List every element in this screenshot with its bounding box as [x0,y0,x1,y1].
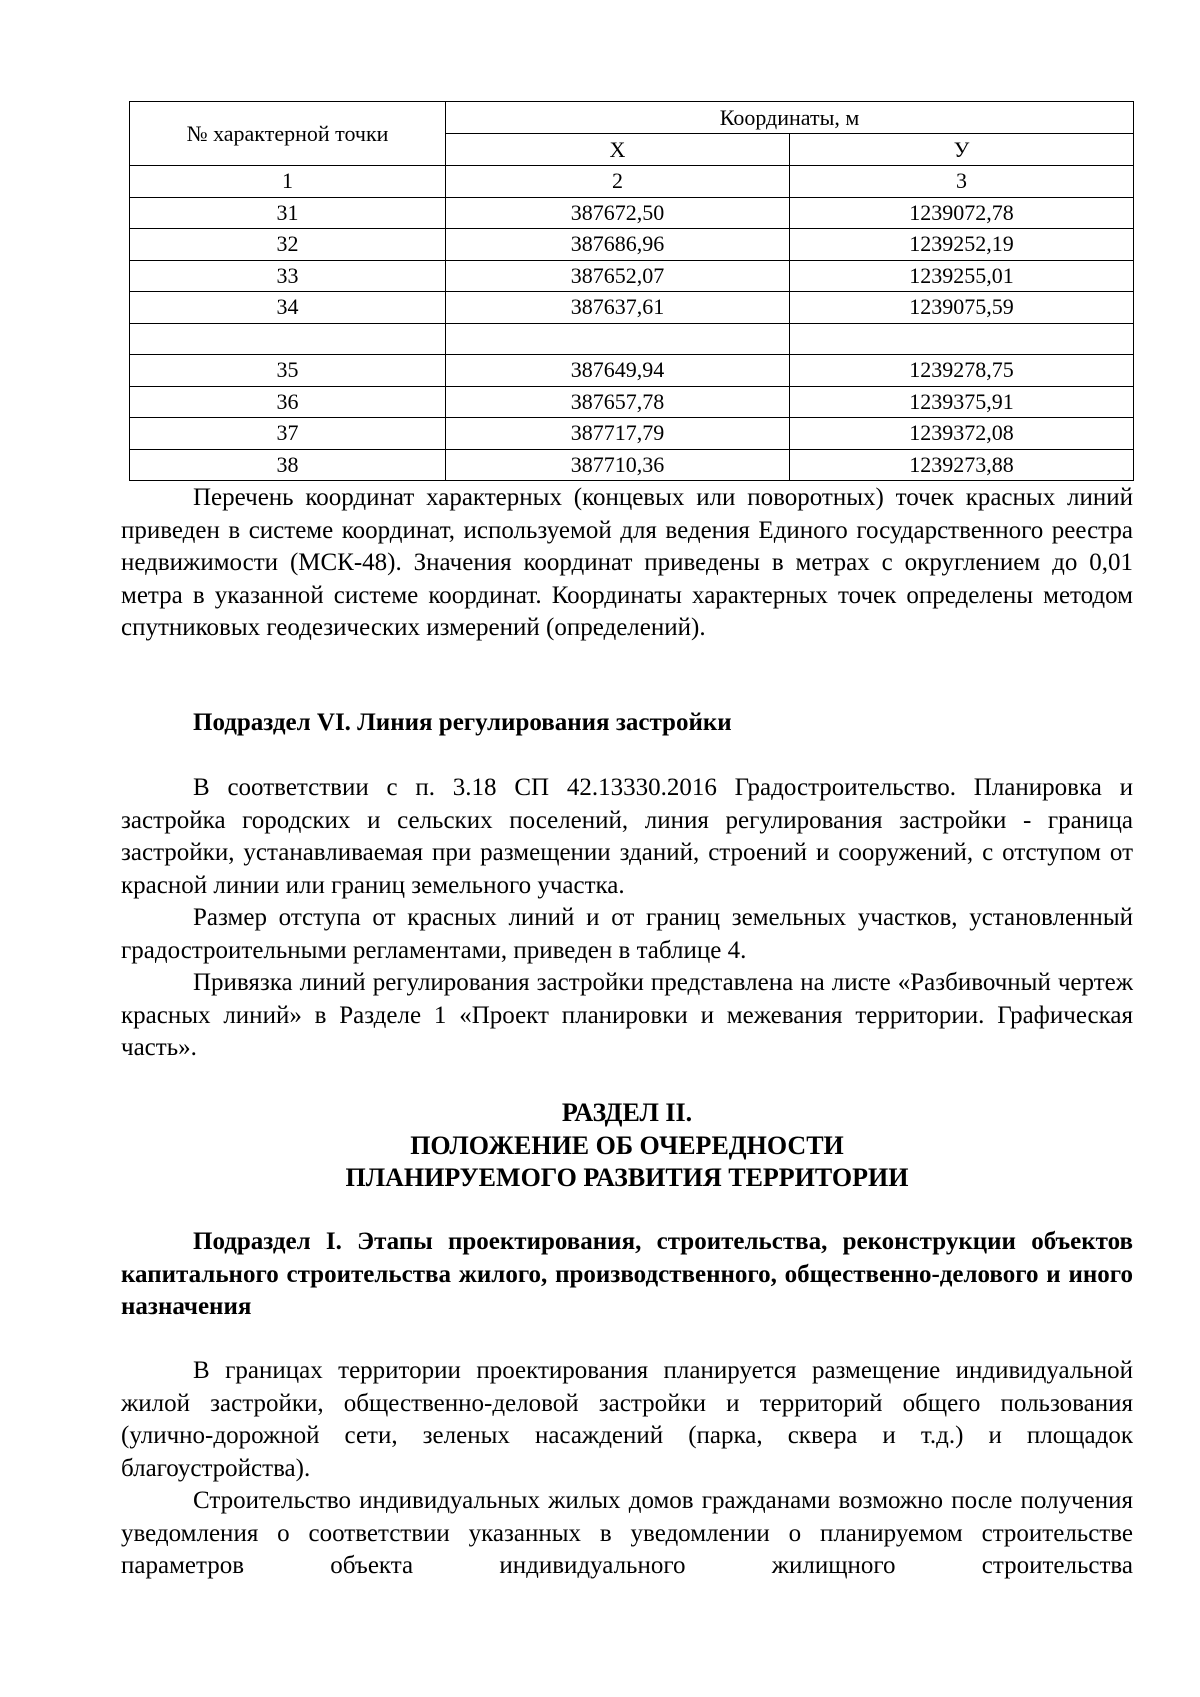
point-number: 35 [130,355,446,387]
subsection-1-body [121,1355,1133,1583]
coord-x: 387717,79 [446,418,790,450]
point-number: 32 [130,229,446,261]
section-title-line: РАЗДЕЛ II. [561,1098,693,1127]
coord-y: 1239255,01 [790,260,1134,292]
table-row [130,386,1134,418]
coord-y: 1239273,88 [790,449,1134,481]
table-row [130,355,1134,387]
table-row [130,292,1134,324]
table-row [130,229,1134,261]
coord-x: 387672,50 [446,197,790,229]
point-number: 37 [130,418,446,450]
table-header-row [130,102,1134,134]
subsection-6-body [121,772,1133,1065]
empty-cell [130,323,446,355]
coord-x: 387637,61 [446,292,790,324]
paragraph: Размер отступа от красных линий и от границ земельных участков, установленный градостроительными регламентами, приведен в таблице 4. [121,904,1133,964]
coord-y: 1239252,19 [790,229,1134,261]
table-row [130,449,1134,481]
header-coordinates: Координаты, м [446,102,1134,134]
coord-x: 387652,07 [446,260,790,292]
section-title-line: ПЛАНИРУЕМОГО РАЗВИТИЯ ТЕРРИТОРИИ [345,1163,909,1192]
table-column-numbers-row [130,166,1134,198]
point-number: 34 [130,292,446,324]
section-2-heading [121,1097,1133,1195]
empty-cell [446,323,790,355]
point-number: 31 [130,197,446,229]
paragraph: В границах территории проектирования планируется размещение индивидуальной жилой застройки, общественно-деловой застройки и территорий общего пользования (улично-дорожной сети, зеленых насаждений (парка, сквера и т.д.) и площадок благоустройства). [121,1357,1133,1482]
subsection-title: Подраздел VI. Линия регулирования застройки [193,709,732,736]
subsection-1-title-block [121,1226,1133,1324]
coord-x: 387710,36 [446,449,790,481]
table-empty-row [130,323,1134,355]
section-title-line: ПОЛОЖЕНИЕ ОБ ОЧЕРЕДНОСТИ [410,1130,844,1160]
point-number: 33 [130,260,446,292]
subsection-6-title-block [121,707,1133,740]
coordinates-note [121,482,1133,645]
coord-y: 1239278,75 [790,355,1134,387]
header-point-number: № характерной точки [130,102,446,166]
paragraph: Строительство индивидуальных жилых домов гражданами возможно после получения уведомления о соответствии указанных в уведомлении о планируемом строительстве параметров объекта индивидуального жилищного строительства [121,1487,1133,1579]
paragraph: В соответствии с п. 3.18 СП 42.13330.2016 Градостроительство. Планировка и застройка городских и сельских поселений, линия регулирования застройки - граница застройки, устанавливаемая при размещении зданий, строений и сооружений, с отступом от красной линии или границ земельного участка. [121,774,1133,899]
coord-y: 1239075,59 [790,292,1134,324]
table-row [130,418,1134,450]
coord-y: 1239072,78 [790,197,1134,229]
table-row [130,260,1134,292]
coordinates-table [129,101,1134,481]
point-number: 36 [130,386,446,418]
point-number: 38 [130,449,446,481]
table-row [130,197,1134,229]
coord-x: 387657,78 [446,386,790,418]
header-y: У [790,134,1134,166]
coord-x: 387649,94 [446,355,790,387]
header-x: Х [446,134,790,166]
column-number: 1 [130,166,446,198]
empty-cell [790,323,1134,355]
paragraph: Привязка линий регулирования застройки представлена на листе «Разбивочный чертеж красных линий» в Разделе 1 «Проект планировки и межевания территории. Графическая часть». [121,969,1133,1061]
column-number: 2 [446,166,790,198]
paragraph: Перечень координат характерных (концевых или поворотных) точек красных линий приведен в системе координат, используемой для ведения Единого государственного реестра недвижимости (МСК-48). Значения координат приведены в метрах с округлением до 0,01 метра в указанной системе координат. Координаты характерных точек определены методом спутниковых геодезических измерений (определений). [121,484,1133,641]
coord-x: 387686,96 [446,229,790,261]
coord-y: 1239372,08 [790,418,1134,450]
subsection-title: Подраздел I. Этапы проектирования, строительства, реконструкции объектов капитального строительства жилого, производственного, общественно-делового и иного назначения [121,1228,1133,1320]
column-number: 3 [790,166,1134,198]
coord-y: 1239375,91 [790,386,1134,418]
